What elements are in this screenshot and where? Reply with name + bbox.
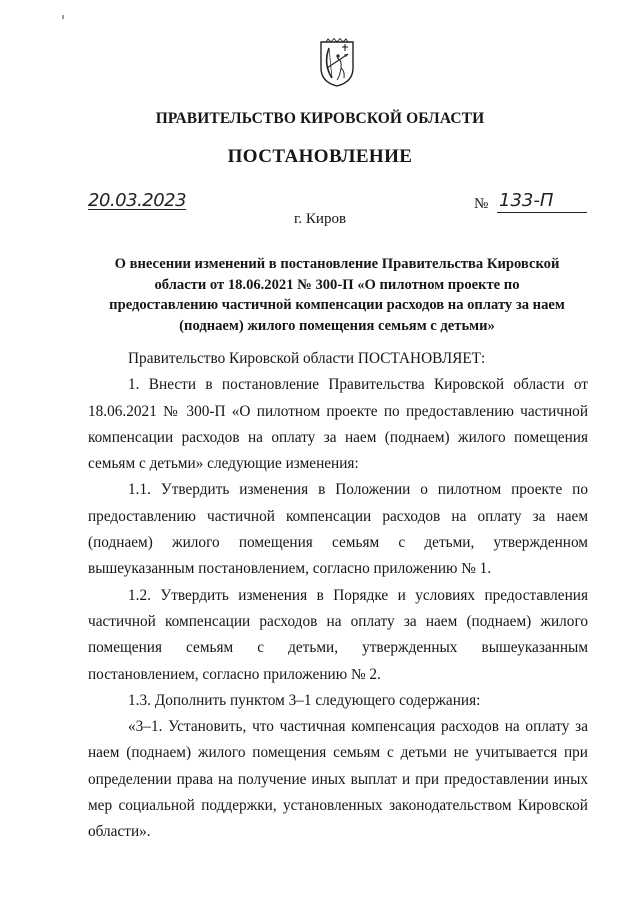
- number-sign: №: [474, 196, 489, 212]
- scan-mark: [62, 15, 64, 19]
- document-type: ПОСТАНОВЛЕНИЕ: [227, 146, 413, 167]
- document-date: 20.03.2023: [88, 190, 187, 211]
- document-city: г. Киров: [293, 211, 347, 227]
- paragraph-1: 1. Внести в постановление Правительства Кировской области от 18.06.2021 № 300-П «О пилотном проекте по предоставлению частичной компенсации расходов на оплату за наем (поднаем) жилого помещения семьям с детьми» следующие изменения:: [88, 376, 588, 473]
- paragraph-1-2: 1.2. Утвердить изменения в Порядке и условиях предоставления частичной компенсации расходов на оплату за наем (поднаем) жилого помещения семьям с детьми, утвержденных вышеуказанным постановлением, согласно приложению № 2.: [88, 586, 588, 683]
- document-subject: О внесении изменений в постановление Правительства Кировской области от 18.06.2021 № 300-П «О пилотном проекте по предоставлению частичной компенсации расходов на оплату за наем (поднаем) жилого помещения семьям с детьми»: [109, 256, 565, 334]
- paragraph-preamble: Правительство Кировской области ПОСТАНОВЛЯЕТ:: [128, 350, 486, 367]
- paragraph-1-3: 1.3. Дополнить пунктом 3–1 следующего содержания:: [128, 691, 481, 709]
- organization-name: ПРАВИТЕЛЬСТВО КИРОВСКОЙ ОБЛАСТИ: [155, 110, 485, 127]
- paragraph-3-1: «3–1. Установить, что частичная компенсация расходов на оплату за наем (поднаем) жилого помещения семьям с детьми не учитывается при определении права на получение иных выплат и при предоставлении иных мер социальной поддержки, установленных законодательством Кировской области».: [88, 718, 588, 841]
- paragraph-1-1: 1.1. Утвердить изменения в Положении о пилотном проекте по предоставлению частичной компенсации расходов на оплату за наем (поднаем) жилого помещения семьям с детьми, утвержденном вышеуказанным постановлением, согласно приложению № 1.: [88, 481, 588, 578]
- kirov-region-coat-of-arms-icon: [318, 38, 356, 88]
- document-body: [88, 346, 588, 846]
- document-number: 133-П: [497, 190, 587, 213]
